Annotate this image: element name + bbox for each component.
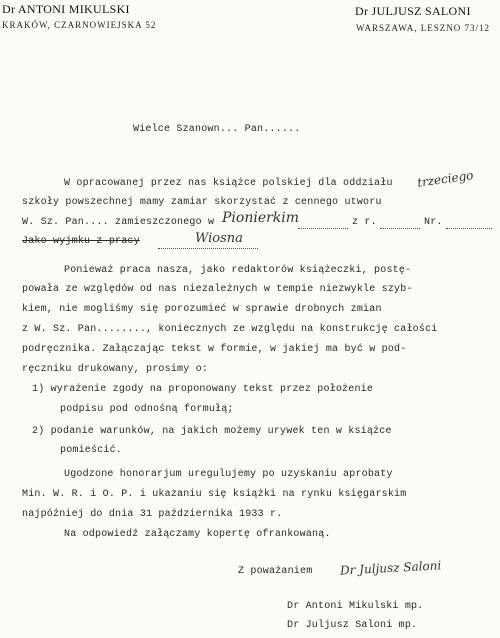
body-line: podręcznika. Załączając tekst w formie, w jakiej ma być w pod- (22, 344, 407, 355)
signature-line: Dr Juljusz Saloni mp. (287, 620, 418, 631)
closing-regards: Z poważaniem (238, 566, 313, 577)
list-item: pomieścić. (60, 445, 123, 456)
body-line: Min. W. R. i O. P. i ukazaniu się książki na rynku księgarskim (22, 489, 407, 500)
salutation: Wielce Szanown... Pan...... (133, 124, 301, 135)
body-line: najpóźniej do dnia 31 października 1933 r. (22, 509, 283, 520)
dotted-blank (298, 219, 348, 229)
body-line: Nr. (424, 217, 443, 228)
body-line: Na odpowiedź załączamy kopertę ofrankowaną. (64, 529, 331, 540)
list-item: 2) podanie warunków, na jakich możemy urywek ten w książce (32, 426, 392, 437)
struck-text: Jako wyjmku z pracy (22, 236, 140, 247)
letterhead-right-address: WARSZAWA, LESZNO 73/12 (356, 23, 491, 33)
handwritten-title: Wiosna (195, 231, 243, 246)
dotted-blank (380, 219, 420, 229)
letterhead-right-name: Dr JULJUSZ SALONI (355, 4, 471, 18)
handwritten-grade: trzeciego (416, 168, 475, 190)
signature-line: Dr Antoni Mikulski mp. (287, 601, 424, 612)
dotted-blank (446, 219, 492, 229)
body-line: W. Sz. Pan.... zamieszczonego w (22, 217, 215, 228)
body-line: Ugodzone honorarjum uregulujemy po uzyskaniu aprobaty (64, 469, 393, 480)
body-line: W opracowanej przez nas książce polskiej dla oddziału (64, 178, 393, 189)
handwritten-signature: Dr Juljusz Saloni (339, 558, 442, 578)
body-line: kiem, nie mogliśmy się porozumieć w sprawie drobnych zmian (22, 304, 382, 315)
body-line: powała ze względów od nas niezależnych w tempie niezwykle szyb- (22, 284, 413, 295)
body-line: z r. (352, 217, 377, 228)
dotted-blank (158, 239, 258, 249)
body-line: Ponieważ praca nasza, jako redaktorów książeczki, postę- (64, 265, 412, 276)
body-line: szkoły powszechnej mamy zamiar skorzystać z cennego utworu (22, 197, 382, 208)
list-item: 1) wyrażenie zgody na proponowany tekst przez położenie (32, 384, 374, 395)
handwritten-publication: Pionierkim (222, 210, 300, 226)
letterhead-left-name: Dr ANTONI MIKULSKI (2, 2, 130, 16)
body-line: ręczniku drukowany, prosimy o: (22, 364, 209, 375)
body-line: z W. Sz. Pan........, koniecznych ze względu na konstrukcję całości (22, 324, 438, 335)
letterhead-left-address: KRAKÓW, CZARNOWIEJSKA 52 (2, 20, 157, 30)
list-item: podpisu pod odnośną formułą; (60, 404, 234, 415)
